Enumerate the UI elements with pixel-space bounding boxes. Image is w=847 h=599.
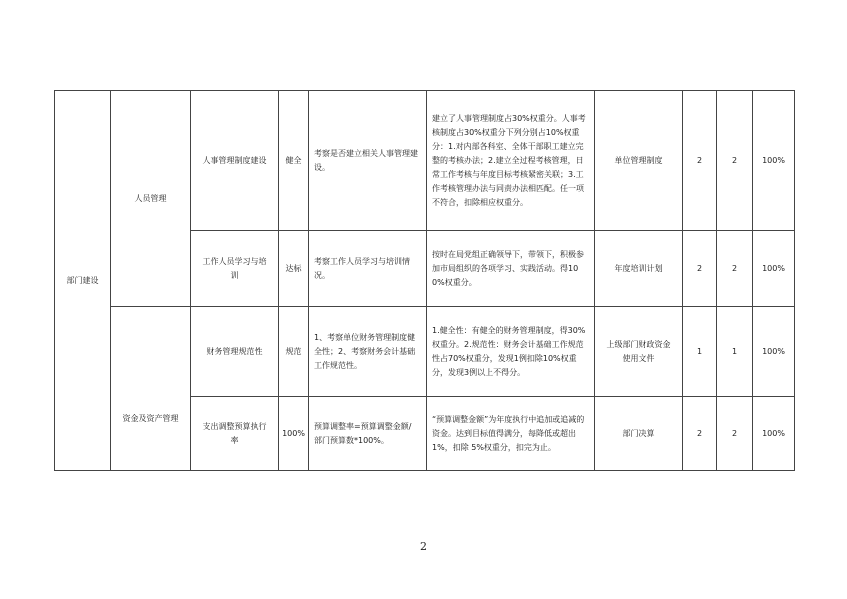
indicator-cell: 财务管理规范性 <box>191 307 279 397</box>
evaluation-table <box>54 90 795 471</box>
indicator-cell: 支出调整预算执行率 <box>191 397 279 471</box>
evidence-cell: 单位管理制度 <box>595 91 683 231</box>
explanation-cell: 1、考察单位财务管理制度健全性；2、考察财务会计基础工作规范性。 <box>309 307 427 397</box>
page-number: 2 <box>420 540 427 553</box>
score-cell: 1 <box>717 307 753 397</box>
score-cell: 2 <box>717 91 753 231</box>
rate-cell: 100% <box>753 231 795 307</box>
rate-cell: 100% <box>753 307 795 397</box>
indicator-cell: 工作人员学习与培训 <box>191 231 279 307</box>
evidence-cell: 部门决算 <box>595 397 683 471</box>
standard-cell: 健全 <box>279 91 309 231</box>
evidence-cell: 上级部门财政资金使用文件 <box>595 307 683 397</box>
weight-cell: 1 <box>683 307 717 397</box>
weight-cell: 2 <box>683 397 717 471</box>
rate-cell: 100% <box>753 91 795 231</box>
group-cell: 资金及资产管理 <box>111 307 191 471</box>
standard-cell: 达标 <box>279 231 309 307</box>
scoring-rule-cell: 建立了人事管理制度占30%权重分。人事考核制度占30%权重分下列分别占10%权重分：1.对内部各科室、全体干部职工建立完整的考核办法；2.建立全过程考核管理，日常工作考核与年度目标考核紧密关联；3.工作考核管理办法与同责办法相匹配。任一项不符合，扣除相应权重分。 <box>427 91 595 231</box>
weight-cell: 2 <box>683 231 717 307</box>
group-cell: 人员管理 <box>111 91 191 307</box>
indicator-cell: 人事管理制度建设 <box>191 91 279 231</box>
score-cell: 2 <box>717 231 753 307</box>
scoring-rule-cell: 1.健全性：有健全的财务管理制度，得30% 权重分。2.规范性：财务会计基础工作规范性占70%权重分，发现1例扣除10%权重分，发现3例以上不得分。 <box>427 307 595 397</box>
evidence-cell: 年度培训计划 <box>595 231 683 307</box>
table-row <box>55 307 795 397</box>
explanation-cell: 考察工作人员学习与培训情况。 <box>309 231 427 307</box>
standard-cell: 规范 <box>279 307 309 397</box>
table-row <box>55 91 795 231</box>
scoring-rule-cell: “预算调整金额”为年度执行中追加或追减的资金。达到目标值得满分，每降低或超出 1%，扣除 5%权重分，扣完为止。 <box>427 397 595 471</box>
standard-cell: 100% <box>279 397 309 471</box>
rate-cell: 100% <box>753 397 795 471</box>
score-cell: 2 <box>717 397 753 471</box>
scoring-rule-cell: 按时在局党组正确领导下，带领下，积极参加市局组织的各项学习、实践活动。得100%权重分。 <box>427 231 595 307</box>
explanation-cell: 预算调整率=预算调整金额/ 部门预算数*100%。 <box>309 397 427 471</box>
section-cell: 部门建设 <box>55 91 111 471</box>
weight-cell: 2 <box>683 91 717 231</box>
explanation-cell: 考察是否建立相关人事管理建设。 <box>309 91 427 231</box>
